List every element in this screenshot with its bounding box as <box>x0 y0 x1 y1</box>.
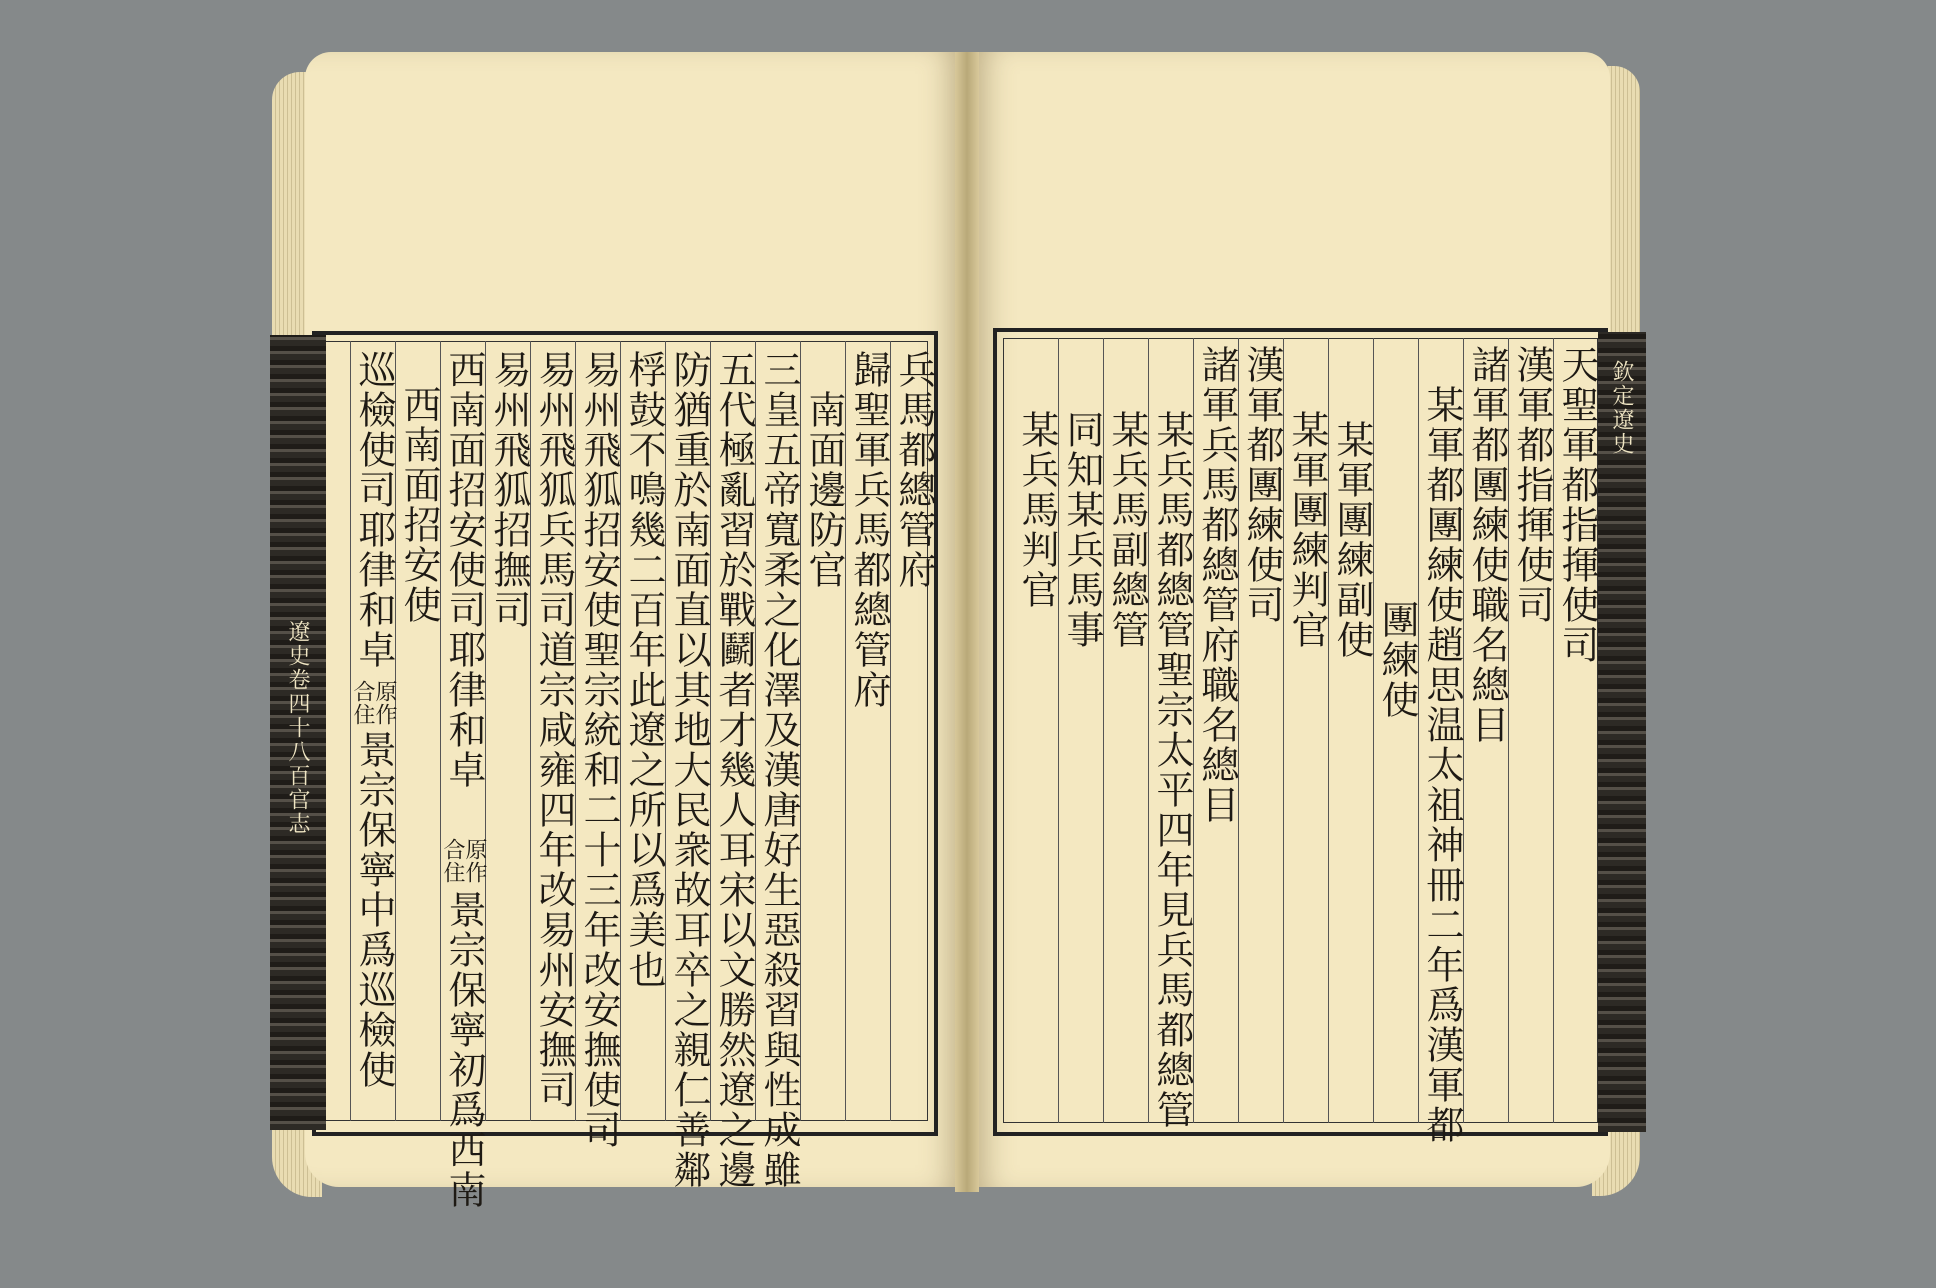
left-column-2: 歸聖軍兵馬都總管府 <box>847 350 891 710</box>
left-column-7: 桴鼓不鳴幾二百年此遼之所以爲美也 <box>622 350 666 990</box>
left-column-9: 易州飛狐兵馬司道宗咸雍四年改易州安撫司 <box>532 350 576 1110</box>
left-column-6: 防猶重於南面直以其地大民衆故耳卒之親仁善鄰 <box>667 350 711 1190</box>
left-column-11: 西南面招安使司耶律和卓 <box>442 350 486 790</box>
right-column-5: 團練使 <box>1375 600 1419 720</box>
left-column-10: 易州飛狐招撫司 <box>487 350 531 630</box>
book-gutter <box>955 52 979 1192</box>
right-column-7: 某軍團練判官 <box>1285 410 1329 650</box>
left-note-1a: 原作 <box>462 838 487 884</box>
left-column-3: 南面邊防官 <box>802 390 846 590</box>
left-column-5: 五代極亂習於戰鬬者才幾人耳宋以文勝然遼之邊 <box>712 350 756 1190</box>
left-column-11-tail: 景宗保寧初爲西南 <box>442 890 486 1210</box>
right-column-1: 天聖軍都指揮使司 <box>1555 345 1599 665</box>
right-column-4: 某軍都團練使趙思温太祖神冊二年爲漢軍都 <box>1420 385 1464 1145</box>
right-column-10: 某兵馬都總管聖宗太平四年見兵馬都總管 <box>1150 410 1194 1130</box>
left-note-2a: 原作 <box>372 680 397 726</box>
right-column-8: 漢軍都團練使司 <box>1240 345 1284 625</box>
right-column-6: 某軍團練副使 <box>1330 420 1374 660</box>
right-margin-label: 欽定遼史 <box>1609 360 1634 456</box>
left-note-1b: 合住 <box>440 838 465 884</box>
right-column-9: 諸軍兵馬都總管府職名總目 <box>1195 345 1239 825</box>
left-column-1: 兵馬都總管府 <box>892 350 936 590</box>
right-column-13: 某兵馬判官 <box>1015 410 1059 610</box>
left-column-8: 易州飛狐招安使聖宗統和二十三年改安撫使司 <box>577 350 621 1150</box>
left-column-12: 西南面招安使 <box>397 385 441 625</box>
left-column-13: 巡檢使司耶律和卓 <box>352 350 396 670</box>
left-margin-label: 遼史卷四十八百官志 <box>285 620 310 836</box>
right-column-11: 某兵馬副總管 <box>1105 410 1149 650</box>
right-column-3: 諸軍都團練使職名總目 <box>1465 345 1509 745</box>
right-column-12: 同知某兵馬事 <box>1060 410 1104 650</box>
right-rule <box>1418 338 1419 1123</box>
right-column-2: 漢軍都指揮使司 <box>1510 345 1554 625</box>
left-note-2b: 合住 <box>350 680 375 726</box>
left-column-13-tail: 景宗保寧中爲巡檢使 <box>352 730 396 1090</box>
left-column-4: 三皇五帝寬柔之化澤及漢唐好生惡殺習與性成雖 <box>757 350 801 1190</box>
left-rule <box>350 341 351 1121</box>
